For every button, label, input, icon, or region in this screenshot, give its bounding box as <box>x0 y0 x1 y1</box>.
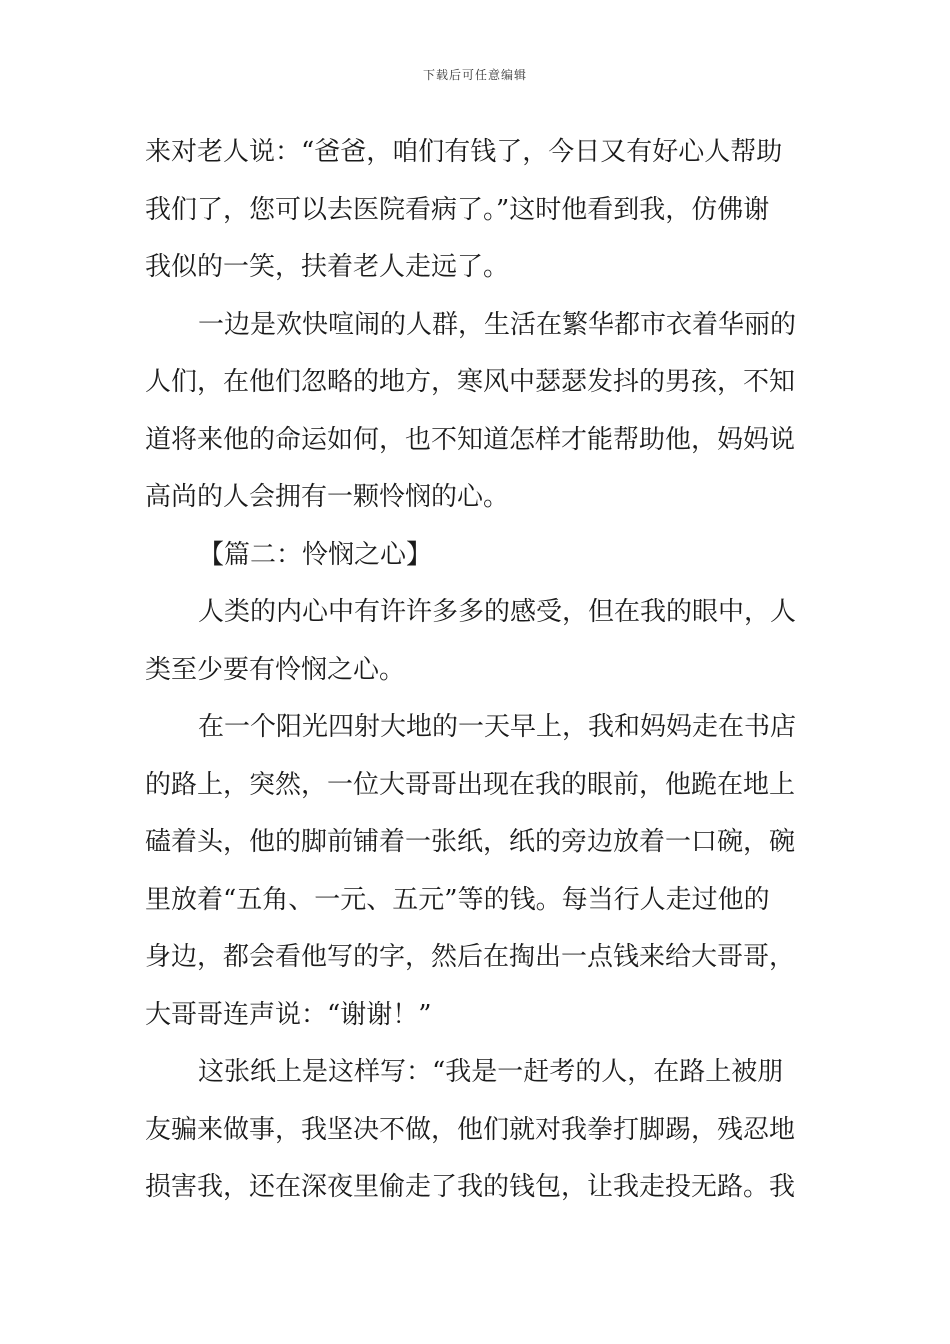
page-header: 下载后可任意编辑 <box>422 68 527 82</box>
text-line: 损害我，还在深夜里偷走了我的钱包，让我走投无路。我 <box>145 1172 796 1202</box>
text-line: 道将来他的命运如何，也不知道怎样才能帮助他，妈妈说 <box>145 424 796 455</box>
text-line: 身边，都会看他写的字，然后在掏出一点钱来给大哥哥， <box>145 942 796 972</box>
text-line: 人们，在他们忽略的地方，寒风中瑟瑟发抖的男孩，不知 <box>145 367 796 397</box>
section-heading: 【篇二：怜悯之心】 <box>198 539 433 570</box>
text-line: 在一个阳光四射大地的一天早上，我和妈妈走在书店 <box>198 712 797 742</box>
text-line: 磕着头，他的脚前铺着一张纸，纸的旁边放着一口碗，碗 <box>145 827 796 857</box>
text-line: 我们了，您可以去医院看病了。”这时他看到我，仿佛谢 <box>145 194 770 225</box>
text-line: 人类的内心中有许许多多的感受，但在我的眼中，人 <box>198 597 797 627</box>
document-body <box>145 124 810 1217</box>
text-line: 高尚的人会拥有一颗怜悯的心。 <box>145 482 510 512</box>
text-line: 一边是欢快喧闹的人群，生活在繁华都市衣着华丽的 <box>198 309 797 340</box>
text-line: 里放着“五角、一元、五元”等的钱。每当行人走过他的 <box>145 884 770 915</box>
text-line: 的路上，突然，一位大哥哥出现在我的眼前，他跪在地上 <box>145 769 796 800</box>
text-line: 大哥哥连声说：“谢谢！” <box>145 999 432 1030</box>
text-line: 这张纸上是这样写：“我是一赶考的人，在路上被朋 <box>198 1057 784 1087</box>
text-line: 类至少要有怜悯之心。 <box>145 654 406 685</box>
text-line: 我似的一笑，扶着老人走远了。 <box>145 252 510 282</box>
text-line: 来对老人说：“爸爸，咱们有钱了，今日又有好心人帮助 <box>145 137 783 167</box>
text-line: 友骗来做事，我坚决不做，他们就对我拳打脚踢，残忍地 <box>145 1114 796 1145</box>
